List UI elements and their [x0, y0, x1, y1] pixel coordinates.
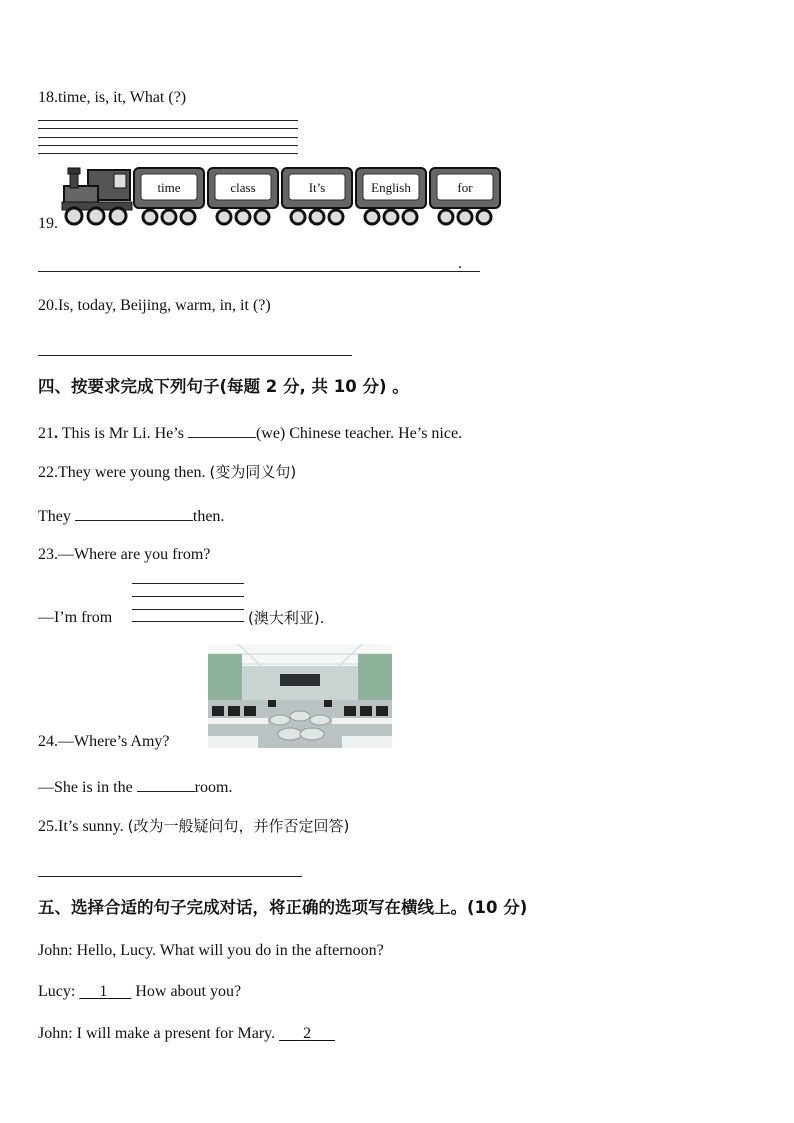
answer-line[interactable] — [132, 596, 244, 597]
train-wheel — [143, 210, 157, 224]
train-word: for — [457, 180, 473, 195]
question-23-answer — [38, 608, 112, 628]
train-car — [282, 168, 352, 224]
question-24-answer-start: —She is in the — [38, 779, 137, 796]
question-24-text: 24.—Where’s Amy? — [38, 733, 170, 750]
question-20 — [38, 296, 271, 316]
blank-1[interactable] — [79, 982, 131, 1002]
question-25 — [38, 816, 349, 837]
dialogue-text: I will make a present for Mary. — [72, 1025, 280, 1042]
train-word: It’s — [308, 180, 326, 195]
blank-number: 1 — [99, 983, 108, 1000]
question-23 — [38, 545, 210, 565]
train-word: time — [157, 180, 181, 195]
train-wheel — [458, 210, 472, 224]
train-word: English — [371, 180, 411, 195]
answer-line[interactable] — [38, 271, 480, 272]
speaker-name: John: — [38, 942, 73, 959]
train-car — [356, 168, 426, 224]
answer-line[interactable] — [38, 120, 298, 121]
train-wheel — [217, 210, 231, 224]
question-23-hint — [248, 608, 324, 629]
answer-line[interactable] — [38, 355, 352, 356]
train-wheel — [236, 210, 250, 224]
train-car — [134, 168, 204, 224]
section-4-title: 四、按要求完成下列句子(每题 2 分, 共 10 分) 。 — [38, 377, 409, 396]
section-4-heading — [38, 377, 409, 397]
question-21 — [38, 421, 462, 444]
question-25-instruction: (改为一般疑问句，并作否定回答) — [127, 817, 350, 835]
computer-room-image — [208, 644, 392, 748]
speaker-name: John: — [38, 1025, 73, 1042]
question-22-answer-start: They — [38, 508, 75, 525]
dialogue-line-1 — [38, 941, 384, 961]
question-23-text: 23.—Where are you from? — [38, 546, 211, 563]
blank-input[interactable] — [188, 421, 256, 438]
train-wheel — [403, 210, 417, 224]
section-5-title: 五、选择合适的句子完成对话，将正确的选项写在横线上。(10 分) — [38, 898, 528, 917]
train-wheel — [477, 210, 491, 224]
question-22-instruction: (变为同义句) — [209, 463, 297, 481]
blank-number: 2 — [303, 1025, 312, 1042]
question-24 — [38, 732, 170, 752]
question-22-text: 22.They were young then. — [38, 464, 210, 481]
dialogue-line-3 — [38, 1024, 335, 1044]
question-23-answer-start: —I’m from — [38, 609, 113, 626]
train-car — [430, 168, 500, 224]
locomotive-image — [62, 168, 132, 224]
train-word-puzzle — [60, 164, 505, 230]
section-5-heading — [38, 898, 527, 918]
question-22 — [38, 462, 296, 483]
question-22-answer — [38, 504, 224, 527]
train-wheel — [181, 210, 195, 224]
blank-input[interactable] — [75, 504, 193, 521]
dialogue-text: How about you? — [135, 983, 242, 1000]
question-22-answer-end: then. — [192, 508, 225, 525]
question-25-text: 25.It’s sunny. — [38, 818, 128, 835]
dialogue-text: Hello, Lucy. What will you do in the afternoon? — [72, 942, 384, 959]
train-wheel — [365, 210, 379, 224]
question-19-number — [38, 214, 58, 234]
train-wheel — [291, 210, 305, 224]
train-wheel — [255, 210, 269, 224]
blank-2[interactable] — [279, 1024, 335, 1044]
question-18-text: 18.time, is, it, What (?) — [38, 89, 187, 106]
train-word: class — [230, 180, 256, 195]
question-21-prompt: This is Mr Li. He’s — [58, 425, 188, 442]
speaker-name: Lucy: — [38, 983, 76, 1000]
end-mark — [458, 254, 462, 274]
question-24-answer-end: room. — [194, 779, 233, 796]
train-wheel — [439, 210, 453, 224]
train-wheel — [162, 210, 176, 224]
question-19-label: 19. — [38, 215, 58, 232]
train-car — [208, 168, 278, 224]
answer-line[interactable] — [132, 621, 244, 622]
question-21-number: 21 — [38, 425, 54, 442]
question-18 — [38, 88, 186, 108]
dialogue-line-2 — [38, 982, 241, 1002]
question-24-answer — [38, 775, 232, 798]
question-21-rest: (we) Chinese teacher. He’s nice. — [255, 425, 463, 442]
answer-line[interactable] — [38, 128, 298, 129]
answer-line[interactable] — [132, 609, 244, 610]
question-23-hint-text: (澳大利亚). — [248, 609, 325, 627]
train-wheel — [384, 210, 398, 224]
answer-line[interactable] — [38, 876, 302, 877]
answer-line[interactable] — [38, 137, 298, 138]
question-20-text: 20.Is, today, Beijing, warm, in, it (?) — [38, 297, 271, 314]
answer-line[interactable] — [132, 583, 244, 584]
train-wheel — [329, 210, 343, 224]
answer-line[interactable] — [38, 145, 298, 146]
blank-input[interactable] — [137, 775, 195, 792]
train-wheel — [310, 210, 324, 224]
answer-line[interactable] — [38, 153, 298, 154]
question-21-dot: . — [54, 425, 58, 442]
period-mark: . — [458, 255, 462, 272]
